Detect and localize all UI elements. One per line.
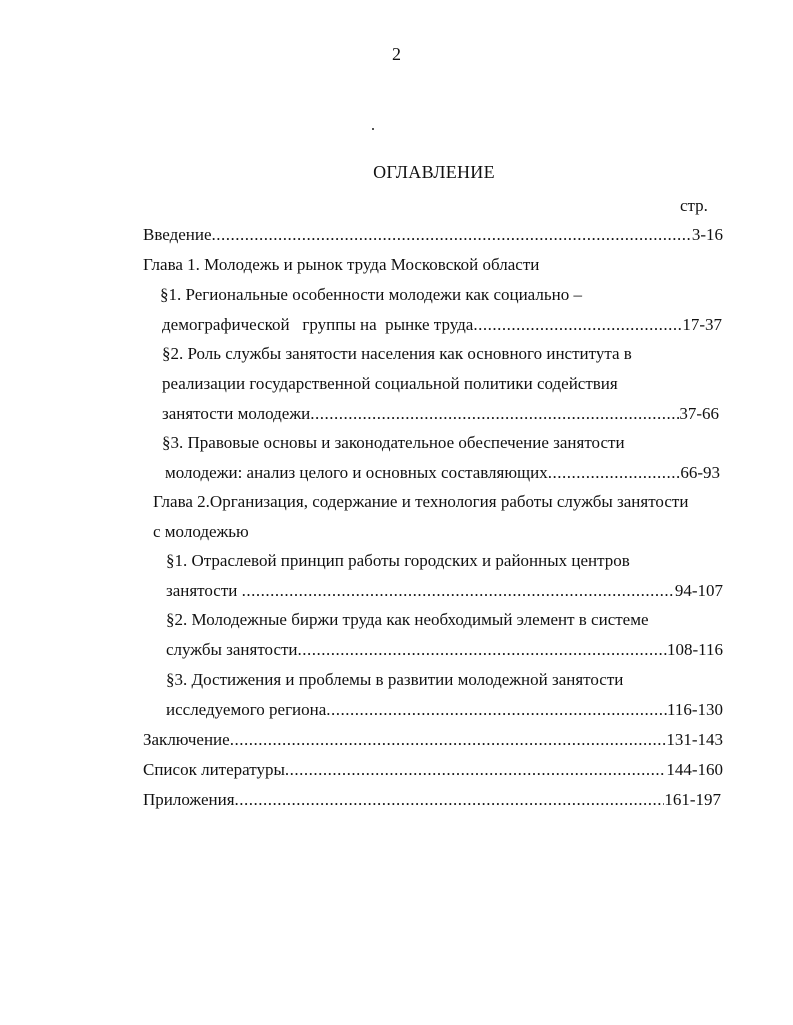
dot-leader bbox=[242, 580, 675, 602]
toc-section-1-2-line2: реализации государственной социальной политики содействия bbox=[162, 374, 618, 393]
toc-entry-title: занятости молодежи bbox=[162, 404, 311, 423]
dot-leader bbox=[326, 699, 667, 721]
toc-chapter-2-line2: с молодежью bbox=[153, 522, 249, 541]
toc-entry-pages: 37-66 bbox=[679, 404, 719, 423]
toc-entry-pages: 131-143 bbox=[666, 730, 723, 749]
toc-section-2-2-line1: §2. Молодежные биржи труда как необходимый элемент в системе bbox=[166, 610, 649, 629]
toc-heading: ОГЛАВЛЕНИЕ bbox=[373, 162, 495, 182]
toc-entry-title: Приложения bbox=[143, 790, 235, 809]
toc-entry-title: исследуемого региона bbox=[166, 700, 327, 719]
dot-leader bbox=[285, 759, 666, 781]
toc-entry-pages: 66-93 bbox=[680, 463, 720, 482]
scan-speck bbox=[372, 128, 374, 130]
toc-entry-title: занятости bbox=[166, 581, 242, 600]
toc-section-2-1-line1: §1. Отраслевой принцип работы городских и районных центров bbox=[166, 551, 630, 570]
page-number: 2 bbox=[392, 44, 401, 64]
toc-entry-conclusion bbox=[143, 729, 723, 751]
toc-entry-appendices bbox=[143, 789, 721, 811]
dot-leader bbox=[235, 789, 665, 811]
toc-section-2-1-line2 bbox=[166, 580, 723, 602]
toc-section-1-1-line2 bbox=[162, 314, 722, 336]
toc-entry-title: службы занятости bbox=[166, 640, 298, 659]
dot-leader bbox=[310, 403, 679, 425]
toc-section-2-2-line2 bbox=[166, 639, 723, 661]
toc-section-1-1-line1: §1. Региональные особенности молодежи как социально – bbox=[160, 285, 582, 304]
toc-entry-title: молодежи: анализ целого и основных составляющих bbox=[165, 463, 548, 482]
toc-entry-title: Список литературы bbox=[143, 760, 285, 779]
toc-entry-bibliography bbox=[143, 759, 723, 781]
toc-entry-pages: 108-116 bbox=[666, 640, 723, 659]
page-column-label: стр. bbox=[680, 196, 708, 215]
toc-entry-intro bbox=[143, 224, 723, 246]
toc-entry-pages: 144-160 bbox=[666, 760, 723, 779]
dot-leader bbox=[212, 224, 692, 246]
toc-chapter-1: Глава 1. Молодежь и рынок труда Московской области bbox=[143, 255, 540, 274]
toc-section-1-3-line1: §3. Правовые основы и законодательное обеспечение занятости bbox=[162, 433, 625, 452]
toc-entry-pages: 161-197 bbox=[664, 790, 721, 809]
toc-entry-title: Введение bbox=[143, 225, 212, 244]
toc-entry-pages: 94-107 bbox=[674, 581, 723, 600]
toc-entry-pages: 17-37 bbox=[682, 315, 722, 334]
toc-section-1-2-line3 bbox=[162, 403, 719, 425]
toc-section-1-3-line2 bbox=[165, 462, 720, 484]
toc-entry-title: Заключение bbox=[143, 730, 230, 749]
dot-leader bbox=[548, 462, 681, 484]
toc-entry-pages: 3-16 bbox=[691, 225, 723, 244]
dot-leader bbox=[473, 314, 682, 336]
toc-entry-pages: 116-130 bbox=[666, 700, 723, 719]
dot-leader bbox=[230, 729, 667, 751]
toc-section-2-3-line2 bbox=[166, 699, 723, 721]
toc-section-2-3-line1: §3. Достижения и проблемы в развитии молодежной занятости bbox=[166, 670, 624, 689]
toc-chapter-2-line1: Глава 2.Организация, содержание и технология работы службы занятости bbox=[153, 492, 689, 511]
toc-section-1-2-line1: §2. Роль службы занятости населения как основного института в bbox=[162, 344, 632, 363]
dot-leader bbox=[298, 639, 667, 661]
toc-entry-title: демографической группы на рынке труда bbox=[162, 315, 474, 334]
